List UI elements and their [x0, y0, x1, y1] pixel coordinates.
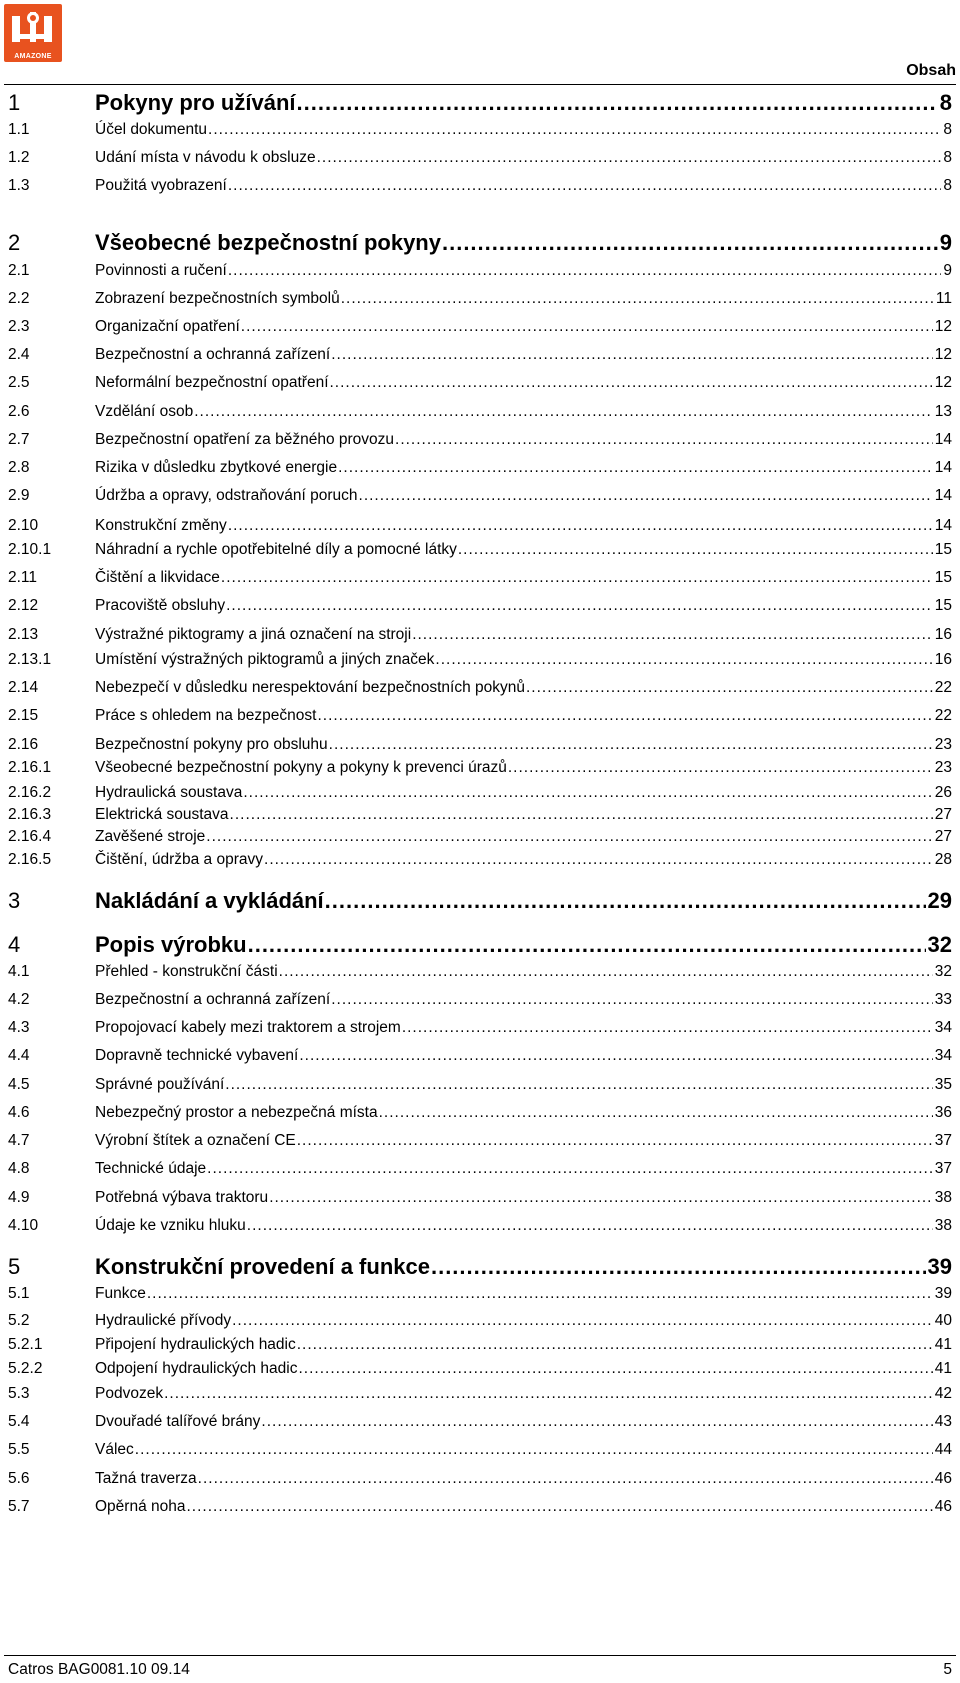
toc-entry[interactable] [8, 1132, 952, 1150]
toc-entry-title: Technické údaje [95, 1160, 207, 1177]
toc-entry-number: 2.13 [8, 626, 39, 643]
toc-entry-title: Použitá vyobrazení [95, 177, 227, 194]
toc-entry[interactable] [8, 121, 952, 139]
toc-dot-leader [261, 1413, 932, 1431]
toc-entry[interactable] [8, 318, 952, 336]
toc-entry[interactable] [8, 1312, 952, 1330]
toc-entry-page: 16 [934, 651, 952, 668]
toc-entry-number: 2.12 [8, 597, 39, 614]
toc-entry-page: 39 [927, 1254, 952, 1279]
toc-entry-title: Hydraulické přívody [95, 1312, 232, 1329]
toc-entry[interactable] [8, 346, 952, 364]
toc-entry[interactable] [8, 963, 952, 981]
toc-dot-leader [147, 1285, 933, 1303]
toc-entry[interactable] [8, 851, 952, 869]
toc-entry-title: Neformální bezpečnostní opatření [95, 374, 329, 391]
toc-entry[interactable] [8, 290, 952, 308]
toc-entry[interactable] [8, 230, 952, 256]
toc-entry-title: Připojení hydraulických hadic [95, 1336, 296, 1353]
toc-dot-leader [435, 651, 932, 669]
toc-entry-title: Pokyny pro užívání [95, 90, 296, 115]
toc-entry[interactable] [8, 1441, 952, 1459]
toc-dot-leader [297, 90, 938, 116]
toc-entry-title: Správné používání [95, 1076, 225, 1093]
toc-entry[interactable] [8, 1104, 952, 1122]
toc-entry-title: Výstražné piktogramy a jiná označení na stroji [95, 626, 412, 643]
toc-entry-title: Všeobecné bezpečnostní pokyny [95, 230, 441, 255]
toc-entry-page: 40 [934, 1312, 952, 1329]
toc-dot-leader [341, 290, 934, 308]
toc-entry-number: 5.2.2 [8, 1360, 43, 1377]
toc-entry-title: Zavěšené stroje [95, 828, 206, 845]
toc-entry-title: Nebezpečí v důsledku nerespektování bezpečnostních pokynů [95, 679, 525, 696]
toc-entry-number: 2.16.1 [8, 759, 52, 776]
toc-dot-leader [194, 403, 933, 421]
toc-dot-leader [317, 707, 932, 725]
toc-dot-leader [228, 177, 942, 195]
toc-entry-page: 8 [939, 90, 952, 115]
toc-entry-page: 8 [943, 121, 952, 138]
toc-entry-number: 4 [8, 932, 21, 957]
toc-entry-number: 5.2 [8, 1312, 30, 1329]
toc-entry-page: 22 [934, 707, 952, 724]
footer-document-id: Catros BAG0081.10 09.14 [8, 1661, 190, 1678]
toc-entry[interactable] [8, 1019, 952, 1037]
toc-dot-leader [198, 1470, 933, 1488]
toc-entry-page: 27 [934, 806, 952, 823]
footer-divider [4, 1655, 956, 1656]
toc-entry[interactable] [8, 403, 952, 421]
toc-entry-number: 2.16.4 [8, 828, 52, 845]
toc-entry-number: 5.5 [8, 1441, 30, 1458]
toc-entry-page: 15 [934, 569, 952, 586]
toc-entry-page: 12 [934, 374, 952, 391]
toc-entry-page: 8 [943, 149, 952, 166]
toc-entry-number: 4.9 [8, 1189, 30, 1206]
header-divider [4, 84, 956, 85]
toc-dot-leader [325, 888, 926, 914]
toc-entry-page: 41 [934, 1360, 952, 1377]
toc-dot-leader [208, 121, 941, 139]
toc-entry-number: 5.6 [8, 1470, 30, 1487]
toc-entry-page: 35 [934, 1076, 952, 1093]
toc-entry-page: 46 [934, 1470, 952, 1487]
toc-entry-title: Rizika v důsledku zbytkové energie [95, 459, 338, 476]
toc-entry-number: 5.2.1 [8, 1336, 43, 1353]
toc-entry-number: 3 [8, 888, 21, 913]
toc-entry-number: 2.5 [8, 374, 30, 391]
toc-entry-title: Propojovací kabely mezi traktorem a strojem [95, 1019, 401, 1036]
toc-entry-title: Zobrazení bezpečnostních symbolů [95, 290, 340, 307]
toc-dot-leader [297, 1132, 933, 1150]
toc-entry[interactable] [8, 736, 952, 754]
toc-entry[interactable] [8, 459, 952, 477]
toc-entry-page: 42 [934, 1385, 952, 1402]
toc-dot-leader [279, 963, 933, 981]
toc-entry-page: 15 [934, 541, 952, 558]
toc-entry[interactable] [8, 1160, 952, 1178]
toc-entry-page: 14 [934, 487, 952, 504]
toc-dot-leader [221, 569, 933, 587]
toc-dot-leader [331, 991, 933, 1009]
toc-entry-number: 2.14 [8, 679, 39, 696]
toc-entry-title: Čištění, údržba a opravy [95, 851, 264, 868]
toc-entry[interactable] [8, 487, 952, 505]
toc-entry-number: 2.1 [8, 262, 30, 279]
toc-entry-page: 34 [934, 1047, 952, 1064]
toc-entry-title: Nebezpečný prostor a nebezpečná místa [95, 1104, 378, 1121]
toc-entry-page: 39 [934, 1285, 952, 1302]
toc-entry[interactable] [8, 1076, 952, 1094]
toc-entry-number: 5.3 [8, 1385, 30, 1402]
toc-dot-leader [269, 1189, 933, 1207]
toc-entry[interactable] [8, 431, 952, 449]
toc-entry-title: Výrobní štítek a označení CE [95, 1132, 296, 1149]
toc-dot-leader [297, 1336, 933, 1354]
toc-entry-page: 37 [934, 1132, 952, 1149]
toc-entry-title: Práce s ohledem na bezpečnost [95, 707, 317, 724]
amazone-logo [4, 4, 62, 62]
toc-dot-leader [226, 597, 933, 615]
toc-entry-number: 4.10 [8, 1217, 39, 1234]
toc-entry-number: 1.1 [8, 121, 30, 138]
toc-entry-page: 11 [935, 290, 952, 307]
toc-entry-title: Údržba a opravy, odstraňování poruch [95, 487, 358, 504]
toc-entry[interactable] [8, 1047, 952, 1065]
toc-entry-number: 1 [8, 90, 21, 115]
toc-entry-title: Náhradní a rychle opotřebitelné díly a pomocné látky [95, 541, 457, 558]
toc-entry-title: Povinnosti a ručení [95, 262, 227, 279]
toc-entry[interactable] [8, 569, 952, 587]
toc-dot-leader [264, 851, 933, 869]
toc-entry-title: Udání místa v návodu k obsluze [95, 149, 316, 166]
toc-entry-number: 2 [8, 230, 21, 255]
toc-entry-page: 46 [934, 1498, 952, 1515]
toc-entry[interactable] [8, 597, 952, 615]
toc-dot-leader [412, 626, 933, 644]
toc-dot-leader [228, 262, 942, 280]
toc-entry-number: 4.7 [8, 1132, 30, 1149]
toc-entry-number: 5.7 [8, 1498, 30, 1515]
toc-entry[interactable] [8, 541, 952, 559]
toc-entry-page: 13 [934, 403, 952, 420]
toc-entry-page: 23 [934, 736, 952, 753]
toc-entry[interactable] [8, 90, 952, 116]
toc-dot-leader [508, 759, 933, 777]
toc-entry-number: 1.3 [8, 177, 30, 194]
toc-entry-page: 12 [934, 318, 952, 335]
toc-entry-title: Opěrná noha [95, 1498, 186, 1515]
toc-dot-leader [338, 459, 933, 477]
toc-dot-leader [526, 679, 933, 697]
toc-entry[interactable] [8, 1470, 952, 1488]
toc-entry-page: 14 [934, 517, 952, 534]
toc-entry-title: Funkce [95, 1285, 146, 1302]
toc-entry[interactable] [8, 1217, 952, 1235]
toc-entry-page: 8 [943, 177, 952, 194]
toc-entry[interactable] [8, 1189, 952, 1207]
toc-entry-number: 4.3 [8, 1019, 30, 1036]
toc-entry[interactable] [8, 1285, 952, 1303]
toc-entry-page: 32 [934, 963, 952, 980]
toc-entry-page: 29 [927, 888, 952, 913]
toc-dot-leader [330, 374, 933, 392]
toc-dot-leader [207, 1160, 933, 1178]
toc-entry-title: Konstrukční provedení a funkce [95, 1254, 430, 1279]
toc-dot-leader [317, 149, 942, 167]
toc-entry-page: 38 [934, 1189, 952, 1206]
toc-entry-number: 4.1 [8, 963, 30, 980]
toc-entry-page: 36 [934, 1104, 952, 1121]
toc-entry-title: Pracoviště obsluhy [95, 597, 226, 614]
toc-entry-title: Dopravně technické vybavení [95, 1047, 299, 1064]
toc-entry-number: 2.13.1 [8, 651, 52, 668]
toc-entry-page: 15 [934, 597, 952, 614]
toc-dot-leader [359, 487, 933, 505]
toc-entry[interactable] [8, 784, 952, 802]
toc-entry-page: 41 [934, 1336, 952, 1353]
toc-entry[interactable] [8, 888, 952, 914]
toc-entry[interactable] [8, 806, 952, 824]
toc-entry[interactable] [8, 991, 952, 1009]
toc-entry-number: 2.10.1 [8, 541, 52, 558]
toc-entry-number: 2.16 [8, 736, 39, 753]
toc-entry-page: 27 [934, 828, 952, 845]
toc-entry[interactable] [8, 1336, 952, 1354]
toc-entry-title: Podvozek [95, 1385, 164, 1402]
toc-entry-title: Všeobecné bezpečnostní pokyny a pokyny k prevenci úrazů [95, 759, 507, 776]
toc-entry-page: 12 [934, 346, 952, 363]
toc-entry-title: Bezpečnostní a ochranná zařízení [95, 346, 331, 363]
toc-dot-leader [232, 1312, 933, 1330]
toc-entry-page: 38 [934, 1217, 952, 1234]
toc-dot-leader [243, 784, 932, 802]
toc-entry-number: 2.9 [8, 487, 30, 504]
toc-dot-leader [331, 346, 933, 364]
toc-entry-number: 2.2 [8, 290, 30, 307]
toc-entry-page: 44 [934, 1441, 952, 1458]
toc-entry-page: 37 [934, 1160, 952, 1177]
toc-entry-title: Hydraulická soustava [95, 784, 243, 801]
toc-entry-title: Organizační opatření [95, 318, 240, 335]
toc-dot-leader [402, 1019, 933, 1037]
toc-entry-number: 2.11 [8, 569, 38, 586]
toc-entry[interactable] [8, 149, 952, 167]
toc-dot-leader [379, 1104, 933, 1122]
toc-entry-number: 2.4 [8, 346, 30, 363]
toc-entry-number: 5.4 [8, 1413, 30, 1430]
toc-dot-leader [206, 828, 932, 846]
toc-entry-title: Elektrická soustava [95, 806, 229, 823]
toc-dot-leader [431, 1254, 926, 1280]
toc-entry-page: 43 [934, 1413, 952, 1430]
toc-dot-leader [329, 736, 933, 754]
toc-entry-title: Údaje ke vzniku hluku [95, 1217, 246, 1234]
toc-dot-leader [164, 1385, 933, 1403]
toc-dot-leader [247, 1217, 933, 1235]
toc-entry[interactable] [8, 177, 952, 195]
toc-entry[interactable] [8, 679, 952, 697]
toc-entry[interactable] [8, 1360, 952, 1378]
toc-entry-title: Bezpečnostní opatření za běžného provozu [95, 431, 395, 448]
toc-entry-page: 9 [939, 230, 952, 255]
toc-entry[interactable] [8, 626, 952, 644]
toc-entry-title: Čištění a likvidace [95, 569, 220, 586]
toc-entry-title: Tažná traverza [95, 1470, 197, 1487]
toc-dot-leader [228, 517, 933, 535]
toc-entry-title: Umístění výstražných piktogramů a jiných značek [95, 651, 435, 668]
toc-dot-leader [230, 806, 933, 824]
toc-entry[interactable] [8, 1254, 952, 1280]
toc-entry-number: 4.5 [8, 1076, 30, 1093]
toc-entry[interactable] [8, 1385, 952, 1403]
toc-entry-number: 2.3 [8, 318, 30, 335]
toc-dot-leader [298, 1360, 932, 1378]
toc-entry-number: 2.15 [8, 707, 39, 724]
toc-entry[interactable] [8, 262, 952, 280]
toc-entry-page: 23 [934, 759, 952, 776]
toc-entry-page: 34 [934, 1019, 952, 1036]
toc-entry-page: 33 [934, 991, 952, 1008]
toc-entry-number: 5 [8, 1254, 21, 1279]
toc-entry-number: 4.8 [8, 1160, 30, 1177]
page-section-title: Obsah [906, 62, 956, 79]
toc-entry-page: 14 [934, 459, 952, 476]
toc-entry-number: 2.6 [8, 403, 30, 420]
toc-entry-page: 9 [943, 262, 952, 279]
toc-dot-leader [299, 1047, 932, 1065]
toc-entry-title: Válec [95, 1441, 134, 1458]
toc-dot-leader [187, 1498, 933, 1516]
toc-entry[interactable] [8, 651, 952, 669]
toc-entry-title: Potřebná výbava traktoru [95, 1189, 269, 1206]
toc-entry-number: 2.10 [8, 517, 39, 534]
toc-entry-number: 2.16.3 [8, 806, 52, 823]
logo-text: AMAZONE [14, 53, 52, 60]
toc-entry[interactable] [8, 517, 952, 535]
toc-dot-leader [395, 431, 933, 449]
toc-entry-title: Bezpečnostní pokyny pro obsluhu [95, 736, 328, 753]
toc-entry-page: 32 [927, 932, 952, 957]
toc-entry-title: Nakládání a vykládání [95, 888, 324, 913]
toc-entry[interactable] [8, 374, 952, 392]
toc-entry-number: 4.6 [8, 1104, 30, 1121]
toc-entry-page: 14 [934, 431, 952, 448]
toc-entry-title: Bezpečnostní a ochranná zařízení [95, 991, 331, 1008]
toc-entry[interactable] [8, 707, 952, 725]
toc-dot-leader [135, 1441, 933, 1459]
toc-entry-title: Dvouřadé talířové brány [95, 1413, 261, 1430]
toc-entry-title: Popis výrobku [95, 932, 247, 957]
toc-dot-leader [442, 230, 938, 256]
toc-entry[interactable] [8, 828, 952, 846]
toc-dot-leader [241, 318, 933, 336]
toc-entry-title: Přehled - konstrukční části [95, 963, 278, 980]
toc-entry-number: 2.16.5 [8, 851, 52, 868]
toc-entry-number: 5.1 [8, 1285, 30, 1302]
toc-entry-title: Účel dokumentu [95, 121, 208, 138]
toc-dot-leader [225, 1076, 932, 1094]
toc-entry[interactable] [8, 932, 952, 958]
toc-entry-page: 16 [934, 626, 952, 643]
toc-entry-number: 2.8 [8, 459, 30, 476]
toc-entry[interactable] [8, 759, 952, 777]
toc-entry-title: Odpojení hydraulických hadic [95, 1360, 298, 1377]
toc-entry-number: 1.2 [8, 149, 30, 166]
toc-entry-page: 28 [934, 851, 952, 868]
toc-entry-title: Konstrukční změny [95, 517, 227, 534]
toc-entry-title: Vzdělání osob [95, 403, 194, 420]
toc-entry[interactable] [8, 1413, 952, 1431]
toc-entry-number: 4.4 [8, 1047, 30, 1064]
toc-dot-leader [248, 932, 926, 958]
toc-entry-page: 26 [934, 784, 952, 801]
toc-entry-number: 4.2 [8, 991, 30, 1008]
toc-entry-number: 2.16.2 [8, 784, 52, 801]
toc-entry-page: 22 [934, 679, 952, 696]
toc-entry-number: 2.7 [8, 431, 30, 448]
toc-entry[interactable] [8, 1498, 952, 1516]
toc-dot-leader [458, 541, 933, 559]
footer-page-number: 5 [943, 1661, 952, 1678]
